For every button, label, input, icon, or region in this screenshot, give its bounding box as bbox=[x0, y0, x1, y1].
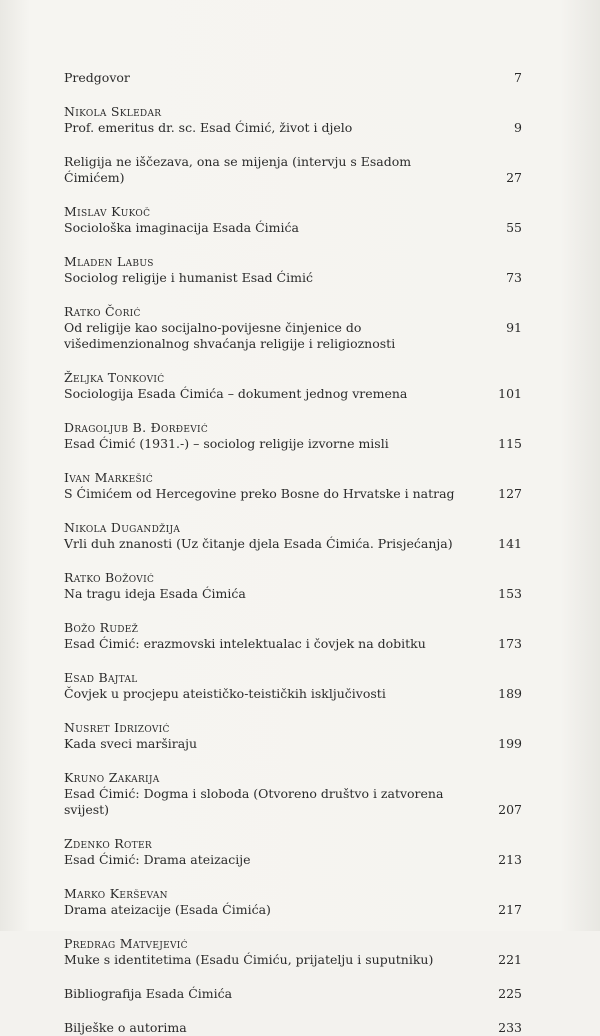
toc-entry bbox=[64, 1020, 522, 1036]
toc-entry bbox=[64, 720, 522, 752]
toc-title: Od religije kao socijalno-povijesne činjenice do višedimenzionalnog shvaćanja religije i religioznosti bbox=[64, 320, 396, 351]
toc-page-number: 213 bbox=[498, 852, 522, 867]
toc-entry bbox=[64, 836, 522, 868]
toc-author: Ivan Markešić bbox=[64, 470, 154, 485]
toc-page-number: 221 bbox=[498, 952, 522, 967]
toc-title: Esad Ćimić (1931.-) – sociolog religije izvorne misli bbox=[64, 436, 389, 451]
toc-page-number: 189 bbox=[498, 686, 522, 701]
toc-title: Prof. emeritus dr. sc. Esad Ćimić, život i djelo bbox=[64, 120, 353, 135]
toc-title: Kada sveci marširaju bbox=[64, 736, 198, 751]
toc-page-number: 9 bbox=[514, 120, 522, 135]
toc-entry bbox=[64, 986, 522, 1002]
toc-entry bbox=[64, 370, 522, 402]
toc-title: Sociološka imaginacija Esada Ćimića bbox=[64, 220, 299, 235]
toc-title: Bilješke o autorima bbox=[64, 1020, 187, 1035]
toc-title: Esad Ćimić: Dogma i sloboda (Otvoreno društvo i zatvorena svijest) bbox=[64, 786, 444, 817]
toc-entry bbox=[64, 70, 522, 86]
toc-entry bbox=[64, 520, 522, 552]
toc-page-number: 127 bbox=[498, 486, 522, 501]
toc-page-number: 55 bbox=[506, 220, 522, 235]
toc-title: Drama ateizacije (Esada Ćimića) bbox=[64, 902, 271, 917]
toc-title: Esad Ćimić: erazmovski intelektualac i čovjek na dobitku bbox=[64, 636, 426, 651]
toc-author: Mislav Kukoč bbox=[64, 204, 151, 219]
toc-author: Dragoljub B. Đorđević bbox=[64, 420, 209, 435]
toc-author: Nikola Skledar bbox=[64, 104, 162, 119]
toc-entry bbox=[64, 770, 522, 818]
toc-entry bbox=[64, 570, 522, 602]
toc-entry bbox=[64, 470, 522, 502]
toc-title: Na tragu ideja Esada Ćimića bbox=[64, 586, 246, 601]
toc-title: S Ćimićem od Hercegovine preko Bosne do Hrvatske i natrag bbox=[64, 486, 455, 501]
toc-page-number: 233 bbox=[498, 1020, 522, 1035]
toc-title: Čovjek u procjepu ateističko-teističkih isključivosti bbox=[64, 686, 386, 701]
toc-author: Predrag Matvejević bbox=[64, 936, 188, 951]
toc-entry bbox=[64, 670, 522, 702]
toc-page-number: 153 bbox=[498, 586, 522, 601]
toc-entry bbox=[64, 936, 522, 968]
toc-entry bbox=[64, 254, 522, 286]
toc-page-number: 173 bbox=[498, 636, 522, 651]
toc-title: Sociolog religije i humanist Esad Ćimić bbox=[64, 270, 313, 285]
toc-entry bbox=[64, 304, 522, 352]
toc-page-number: 225 bbox=[498, 986, 522, 1001]
toc-page-number: 27 bbox=[506, 170, 522, 185]
toc-title: Sociologija Esada Ćimića – dokument jednog vremena bbox=[64, 386, 408, 401]
toc-title: Muke s identitetima (Esadu Ćimiću, prijatelju i suputniku) bbox=[64, 952, 434, 967]
toc-author: Zdenko Roter bbox=[64, 836, 152, 851]
toc-page-number: 141 bbox=[498, 536, 522, 551]
toc-entry bbox=[64, 204, 522, 236]
table-of-contents bbox=[64, 70, 522, 1036]
toc-author: Mladen Labus bbox=[64, 254, 154, 269]
toc-page-number: 91 bbox=[506, 320, 522, 335]
toc-page-number: 207 bbox=[498, 802, 522, 817]
toc-entry bbox=[64, 420, 522, 452]
toc-entry bbox=[64, 620, 522, 652]
toc-page-number: 217 bbox=[498, 902, 522, 917]
toc-author: Željka Tonković bbox=[64, 370, 165, 385]
toc-entry bbox=[64, 154, 522, 186]
toc-author: Božo Rudež bbox=[64, 620, 139, 635]
toc-title: Esad Ćimić: Drama ateizacije bbox=[64, 852, 251, 867]
toc-author: Ratko Čorić bbox=[64, 304, 141, 319]
toc-page-number: 101 bbox=[498, 386, 522, 401]
toc-author: Nikola Dugandžija bbox=[64, 520, 181, 535]
toc-author: Esad Bajtal bbox=[64, 670, 138, 685]
toc-page-number: 199 bbox=[498, 736, 522, 751]
toc-page-number: 115 bbox=[498, 436, 522, 451]
toc-author: Ratko Božović bbox=[64, 570, 155, 585]
toc-title: Religija ne iščezava, ona se mijenja (intervju s Esadom Ćimićem) bbox=[64, 154, 412, 185]
toc-title: Bibliografija Esada Ćimića bbox=[64, 986, 233, 1001]
toc-author: Nusret Idrizović bbox=[64, 720, 170, 735]
toc-author: Marko Kerševan bbox=[64, 886, 168, 901]
toc-author: Kruno Zakarija bbox=[64, 770, 160, 785]
toc-page-number: 73 bbox=[506, 270, 522, 285]
toc-entry bbox=[64, 886, 522, 918]
toc-title: Vrli duh znanosti (Uz čitanje djela Esada Ćimića. Prisjećanja) bbox=[64, 536, 453, 551]
toc-entry bbox=[64, 104, 522, 136]
toc-title: Predgovor bbox=[64, 70, 130, 85]
toc-page-number: 7 bbox=[514, 70, 522, 85]
